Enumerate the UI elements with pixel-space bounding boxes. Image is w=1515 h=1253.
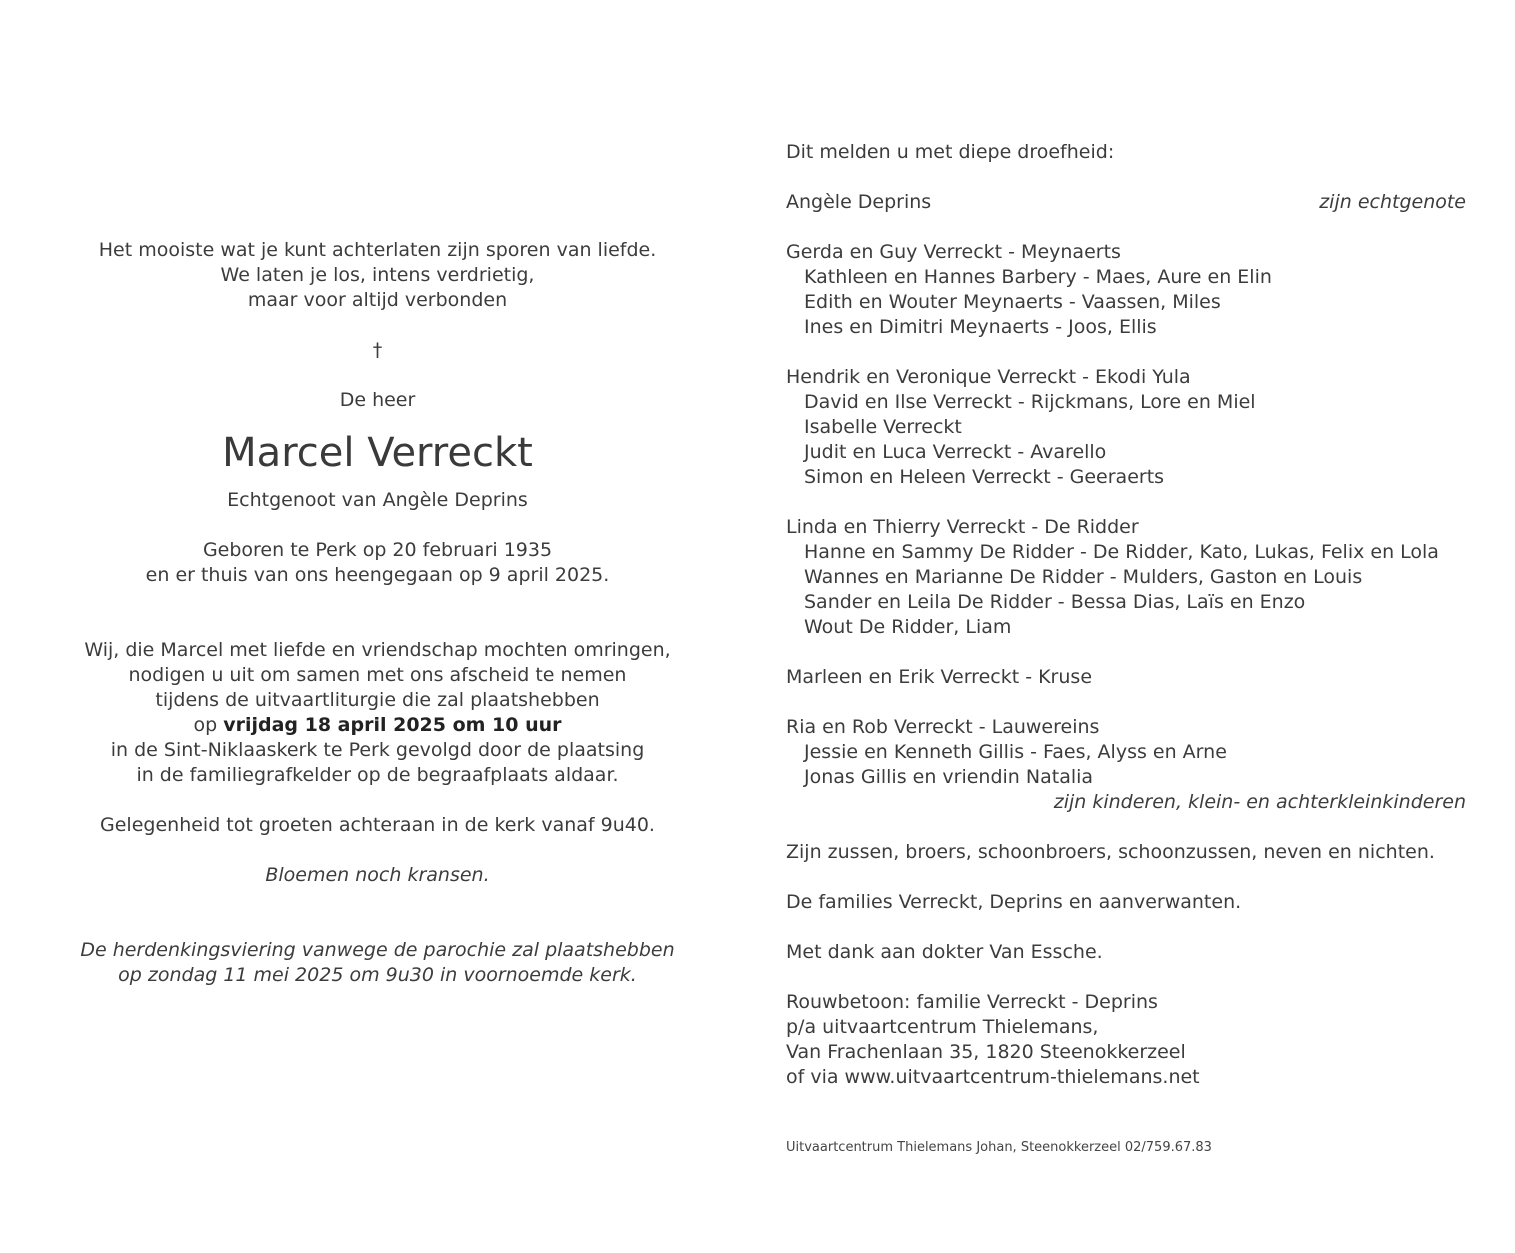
family-member: Wannes en Marianne De Ridder - Mulders, Gaston en Louis <box>804 566 1363 588</box>
funeral-date: vrijdag 18 april 2025 om 10 uur <box>223 714 562 736</box>
wife-name: Angèle Deprins <box>786 191 932 213</box>
greeting-line: Gelegenheid tot groeten achteraan in de kerk vanaf 9u40. <box>100 814 655 836</box>
quote-line: Het mooiste wat je kunt achterlaten zijn sporen van liefde. <box>98 239 657 261</box>
intro-line: Dit melden u met diepe droefheid: <box>786 141 1115 163</box>
quote-line: We laten je los, intens verdrietig, <box>220 264 535 286</box>
invite-line: Wij, die Marcel met liefde en vriendschap mochten omringen, <box>84 639 671 661</box>
address-line: of via www.uitvaartcentrum-thielemans.net <box>786 1066 1200 1088</box>
family-head: Marleen en Erik Verreckt - Kruse <box>786 666 1093 688</box>
family-member: Jessie en Kenneth Gillis - Faes, Alyss en Arne <box>804 741 1227 763</box>
children-role: zijn kinderen, klein- en achterkleinkinderen <box>1053 791 1466 813</box>
date-prefix: op <box>193 714 224 736</box>
family-member: Sander en Leila De Ridder - Bessa Dias, Laïs en Enzo <box>804 591 1306 613</box>
family-head: Linda en Thierry Verreckt - De Ridder <box>786 516 1139 538</box>
birth-line: Geboren te Perk op 20 februari 1935 <box>202 539 553 561</box>
family-member: Isabelle Verreckt <box>804 416 962 438</box>
wife-role: zijn echtgenote <box>1319 191 1466 213</box>
thanks-line: Met dank aan dokter Van Essche. <box>786 941 1103 963</box>
family-head: Gerda en Guy Verreckt - Meynaerts <box>786 241 1121 263</box>
deceased-name: Marcel Verreckt <box>222 430 533 476</box>
cross-icon: † <box>372 339 383 361</box>
family-member: Judit en Luca Verreckt - Avarello <box>804 441 1107 463</box>
address-line: p/a uitvaartcentrum Thielemans, <box>786 1016 1099 1038</box>
family-member: David en Ilse Verreckt - Rijckmans, Lore en Miel <box>804 391 1256 413</box>
quote-line: maar voor altijd verbonden <box>247 289 508 311</box>
address-line: Van Frachenlaan 35, 1820 Steenokkerzeel <box>786 1041 1186 1063</box>
death-line: en er thuis van ons heengegaan op 9 april 2025. <box>145 564 610 586</box>
family-member: Simon en Heleen Verreckt - Geeraerts <box>804 466 1165 488</box>
announcement-left-column <box>40 238 715 988</box>
family-member: Hanne en Sammy De Ridder - De Ridder, Kato, Lukas, Felix en Lola <box>804 541 1439 563</box>
memorial-line: op zondag 11 mei 2025 om 9u30 in voornoemde kerk. <box>118 964 637 986</box>
announcement-right-column <box>786 140 1466 1090</box>
memorial-line: De herdenkingsviering vanwege de parochie zal plaatshebben <box>80 939 675 961</box>
invite-line: nodigen u uit om samen met ons afscheid te nemen <box>128 664 627 686</box>
honorific: De heer <box>339 389 416 411</box>
family-member: Ines en Dimitri Meynaerts - Joos, Ellis <box>804 316 1157 338</box>
family-head: Ria en Rob Verreckt - Lauwereins <box>786 716 1100 738</box>
funeral-home-footer: Uitvaartcentrum Thielemans Johan, Steenokkerzeel 02/759.67.83 <box>786 1140 1212 1155</box>
spouse-line: Echtgenoot van Angèle Deprins <box>227 489 528 511</box>
family-member: Edith en Wouter Meynaerts - Vaassen, Miles <box>804 291 1221 313</box>
wife-row <box>786 190 1466 215</box>
funeral-date-line <box>40 713 715 738</box>
invite-line: tijdens de uitvaartliturgie die zal plaatshebben <box>155 689 600 711</box>
siblings-line: Zijn zussen, broers, schoonbroers, schoonzussen, neven en nichten. <box>786 841 1435 863</box>
family-head: Hendrik en Veronique Verreckt - Ekodi Yula <box>786 366 1191 388</box>
address-line: Rouwbetoon: familie Verreckt - Deprins <box>786 991 1158 1013</box>
family-member: Jonas Gillis en vriendin Natalia <box>804 766 1094 788</box>
invite-line: in de Sint-Niklaaskerk te Perk gevolgd door de plaatsing <box>110 739 645 761</box>
family-member: Kathleen en Hannes Barbery - Maes, Aure en Elin <box>804 266 1272 288</box>
flowers-note: Bloemen noch kransen. <box>265 864 490 886</box>
invite-line: in de familiegrafkelder op de begraafplaats aldaar. <box>136 764 619 786</box>
families-line: De families Verreckt, Deprins en aanverwanten. <box>786 891 1242 913</box>
family-member: Wout De Ridder, Liam <box>804 616 1012 638</box>
